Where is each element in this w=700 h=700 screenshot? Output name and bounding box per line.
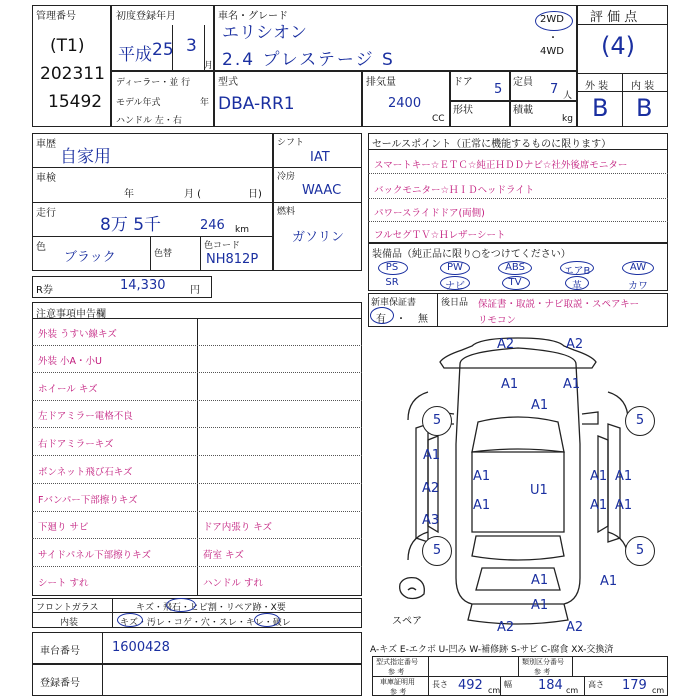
mgmt-label: 管理番号 (36, 11, 76, 22)
mark-a2-front-right: A2 (566, 337, 584, 352)
history-label: 車歴 (36, 139, 56, 150)
inspection-label: 車検 (36, 173, 56, 184)
eval-score: (4) (601, 32, 635, 60)
mileage-rest: 246 (200, 218, 225, 233)
name-grade-label: 車名・グレード (218, 11, 288, 22)
note-row-5: 右ドアミラーキズ (38, 439, 114, 450)
mark-a1-rear-upper: A1 (531, 573, 549, 588)
cc-unit: CC (432, 114, 445, 124)
note-row-2: 外装 小A・小U (38, 356, 102, 367)
km-unit: km (235, 225, 249, 235)
color-code-label: 色コード (204, 241, 241, 251)
mark-a1-door-rl: A1 (473, 498, 491, 513)
displacement-label: 排気量 (366, 77, 396, 88)
note-row-10-right: ハンドル すれ (203, 578, 264, 589)
interior-options: キズ・汚レ・コゲ・穴・スレ・キレ・破レ (120, 618, 291, 628)
r-ticket-label: R券 (36, 285, 53, 296)
load-label: 積載 (513, 105, 533, 116)
equip-airbag: エアB (563, 266, 591, 277)
sales-line-3: パワースライドドア(両側) (374, 208, 485, 219)
equip-aw-circle (622, 261, 654, 275)
equipment-title: 装備品（純正品に限り○をつけてください） (372, 249, 571, 260)
model-label: 型式 (218, 77, 238, 88)
width-label: 幅 (504, 680, 512, 689)
mark-5-wheel-fl: 5 (422, 406, 452, 436)
equip-sr: SR (385, 277, 399, 288)
inspection-day: 日) (248, 189, 262, 200)
sales-title: セールスポイント（正常に機能するものに限ります） (372, 139, 612, 150)
capacity: 7 (550, 82, 559, 97)
designation-label: 型式指定番号 (376, 658, 418, 666)
note-row-8: 下廻り サビ (38, 522, 89, 533)
mark-a1-door-fr-1: A1 (590, 469, 608, 484)
mark-a1-door-rr-1: A1 (590, 498, 608, 513)
mileage-label: 走行 (36, 208, 56, 219)
equip-pw: PW (447, 262, 463, 273)
warranty-yes: 有 (376, 314, 386, 325)
aftermarket-1: 保証書・取説・ナビ取説・スペアキー (478, 299, 640, 310)
doors: 5 (494, 82, 503, 97)
warranty-yes-circle (370, 307, 394, 324)
drive-2wd: 2WD (540, 14, 564, 25)
warranty-dot: ・ (396, 314, 406, 325)
chassis-label: 車台番号 (40, 646, 80, 657)
equip-kawa: カワ (628, 281, 648, 292)
dealer-label: ディーラー・並 行 (116, 78, 191, 88)
inspection-year: 年 (124, 189, 134, 200)
history-value: 自家用 (60, 147, 111, 167)
shape-label: 形状 (453, 105, 473, 116)
ac-label: 冷房 (277, 172, 296, 182)
aftermarket-2: リモコン (478, 315, 517, 326)
model-year-unit: 年 (200, 98, 210, 108)
equip-abs-circle (498, 261, 532, 275)
sales-line-2: バックモニター☆ＨＩＤヘッドライト (374, 185, 535, 196)
eval-label: 評 価 点 (590, 10, 638, 25)
color-code: NH812P (206, 252, 259, 267)
length-label: 長さ (432, 680, 448, 689)
shift: IAT (310, 150, 330, 165)
r-ticket-unit: 円 (190, 285, 200, 296)
category-ref: 参 考 (534, 668, 551, 676)
length-unit: cm (488, 686, 501, 695)
capacity-label: 定員 (513, 77, 533, 88)
equip-abs: ABS (505, 262, 525, 273)
mark-a1-rear-lower: A1 (531, 598, 549, 613)
cert-label: 車庫証明用 (380, 678, 415, 686)
mark-a1-hood-right: A1 (563, 377, 581, 392)
interior-scratch-circle (117, 613, 143, 627)
mark-a1-hood-center: A1 (531, 398, 549, 413)
mark-a1-hood-left: A1 (501, 377, 519, 392)
spare-label: スペア (392, 616, 422, 627)
mark-a2-front-left: A2 (497, 337, 515, 352)
fuel-label: 燃料 (277, 207, 296, 217)
mgmt-lot: (T1) (50, 36, 85, 56)
front-glass-options: キズ・飛石・ヒビ割・リペア跡・X要 (136, 603, 286, 613)
reg-label: 初度登録年月 (116, 11, 176, 22)
damage-legend: A-キズ E-エクボ U-凹み W-補修跡 S-サビ C-腐食 XX-交換済 (370, 645, 614, 655)
note-row-1: 外装 うすい線キズ (38, 329, 117, 340)
equip-ps-circle (378, 261, 408, 275)
equip-airbag-circle (560, 261, 594, 275)
note-row-10: シート すれ (38, 578, 89, 589)
front-glass-circle (166, 598, 196, 612)
note-row-9: サイドパネル下部擦りキズ (38, 550, 151, 561)
warranty-label: 新車保証書 (371, 298, 417, 308)
mark-a1-door-fr-2: A1 (615, 469, 633, 484)
r-ticket-value: 14,330 (120, 278, 166, 293)
cert-ref: 参 考 (390, 688, 407, 696)
equip-tv-circle (502, 276, 530, 290)
height-value: 179 (622, 678, 647, 693)
displacement: 2400 (388, 96, 422, 111)
mgmt-date: 202311 (40, 64, 105, 84)
door-label: ドア (453, 77, 473, 88)
mark-a1-door-fl: A1 (473, 469, 491, 484)
shift-label: シフト (277, 138, 305, 148)
exterior-label: 外 装 (585, 81, 609, 92)
interior-glass-label: 内装 (60, 618, 79, 628)
reg-month: 3 (186, 36, 197, 56)
front-glass-label: フロントガラス (36, 603, 99, 613)
height-label: 高さ (588, 680, 604, 689)
reg-era: 平成 (118, 45, 152, 65)
designation-ref: 参 考 (388, 668, 405, 676)
width-value: 184 (538, 678, 563, 693)
equip-tv: TV (508, 277, 522, 288)
mark-a1-left-front: A1 (423, 448, 441, 463)
warranty-no: 無 (418, 314, 428, 325)
color-change-label: 色替 (154, 249, 173, 259)
note-row-3: ホイール キズ (38, 384, 98, 395)
chassis-box (32, 632, 362, 664)
width-unit: cm (566, 686, 579, 695)
note-row-6: ボンネット飛び石キズ (38, 467, 133, 478)
mark-u1-roof: U1 (530, 483, 548, 498)
ac: WAAC (302, 183, 342, 198)
grade: 2.4 プレステージ S (222, 50, 395, 70)
mark-a1-rear-side: A1 (600, 574, 618, 589)
car-name: エリシオン (222, 23, 307, 43)
mileage: 8万 5千 (100, 215, 162, 235)
note-row-8-right: ドア内張り キズ (203, 522, 273, 533)
color-label: 色 (36, 242, 46, 253)
chassis-number: 1600428 (112, 640, 170, 655)
interior-label: 内 装 (631, 81, 655, 92)
equip-leather-circle (565, 276, 589, 290)
model-code: DBA-RR1 (218, 94, 295, 114)
equip-aw: AW (629, 262, 647, 273)
notes-title: 注意事項申告欄 (36, 309, 106, 320)
mark-5-wheel-rl: 5 (422, 536, 452, 566)
sales-line-1: スマートキー☆ＥＴＣ☆純正ＨＤＤナビ☆社外後席モニター (374, 160, 628, 171)
color: ブラック (64, 250, 116, 265)
length-value: 492 (458, 678, 483, 693)
fuel: ガソリン (292, 230, 345, 245)
category-label: 類別区分番号 (522, 658, 564, 666)
equip-leather: 革 (572, 281, 582, 292)
drive-4wd: 4WD (540, 46, 564, 57)
sales-line-4: フルセグＴＶ☆Ｈレザーシート (374, 230, 506, 241)
equip-ps: PS (385, 262, 399, 273)
registration-no-box (32, 664, 362, 696)
interior-rub-circle (254, 613, 280, 627)
handle-label: ハンドル 左・右 (116, 116, 182, 126)
note-row-4: 左ドアミラー電格不良 (38, 411, 133, 422)
aftermarket-label: 後日品 (441, 298, 469, 308)
model-year-label: モデル年式 (116, 98, 161, 108)
exterior-grade: B (592, 94, 609, 122)
mark-a3-left-rear: A3 (422, 513, 440, 528)
mark-a2-rear-left: A2 (497, 620, 515, 635)
registration-label: 登録番号 (40, 678, 80, 689)
equip-pw-circle (440, 261, 470, 275)
kg-unit: kg (562, 114, 573, 124)
reg-month-unit: 月 (204, 61, 214, 71)
note-row-9-right: 荷室 キズ (203, 550, 244, 561)
mark-a2-left-mid: A2 (422, 481, 440, 496)
drive-dot: ・ (548, 33, 558, 44)
mark-5-wheel-rr: 5 (625, 536, 655, 566)
mark-a2-rear-right: A2 (566, 620, 584, 635)
reg-year: 25 (152, 40, 174, 60)
mark-a1-door-rr-2: A1 (615, 498, 633, 513)
inspection-month: 月 ( (184, 189, 202, 200)
equip-navi: ナビ (445, 281, 465, 292)
equip-navi-circle (440, 276, 470, 290)
note-row-7: Fバンパー下部擦りキズ (38, 495, 138, 506)
height-unit: cm (652, 686, 665, 695)
interior-grade: B (636, 94, 653, 122)
mark-5-wheel-fr: 5 (625, 406, 655, 436)
capacity-unit: 人 (563, 91, 573, 101)
mgmt-number: 15492 (48, 92, 103, 112)
